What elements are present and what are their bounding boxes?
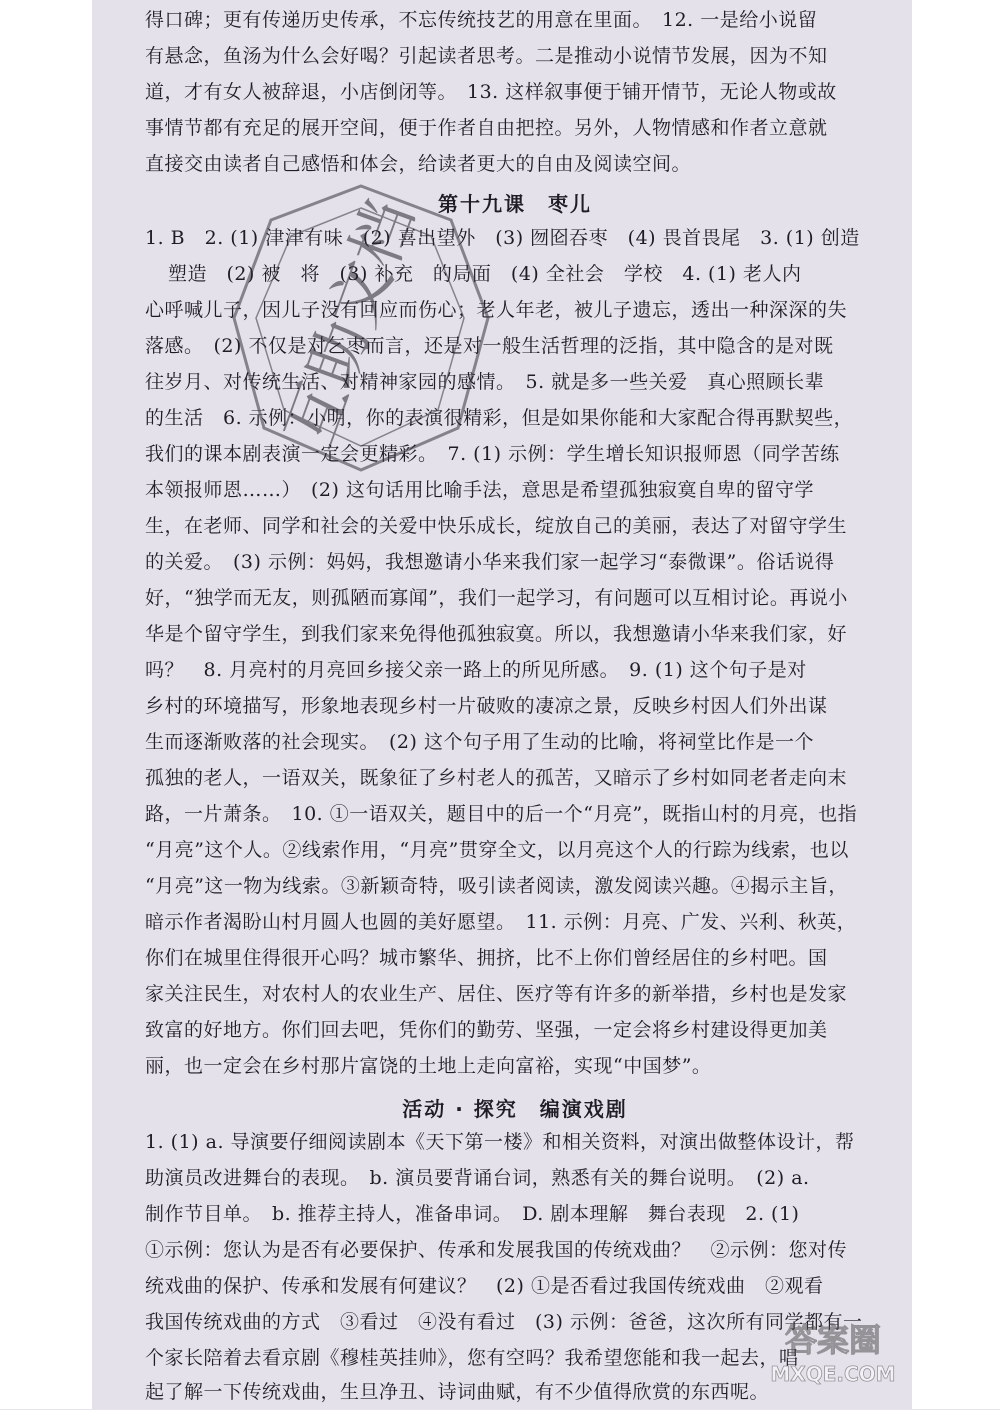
section-heading-activity: 活动 · 探究 编演戏剧	[402, 1097, 628, 1121]
text-line: 起了解一下传统戏曲，生旦净丑、诗词曲赋，有不少值得欣赏的东西呢。	[145, 1381, 770, 1403]
text-line: 个家长陪着去看京剧《穆桂英挂帅》，您有空吗？我希望您能和我一起去，唱	[145, 1347, 799, 1369]
text-line: 有悬念，鱼汤为什么会好喝？引起读者思考。二是推动小说情节发展，因为不知	[145, 45, 828, 67]
text-line: 助演员改进舞台的表现。 b. 演员要背诵台词，熟悉有关的舞台说明。 (2) a.	[145, 1167, 810, 1189]
text-line: 的关爱。 (3) 示例：妈妈，我想邀请小华来我们家一起学习“泰微课”。俗话说得	[145, 551, 835, 573]
text-line: 1. (1) a. 导演要仔细阅读剧本《天下第一楼》和相关资料，对演出做整体设计，帮	[145, 1131, 855, 1153]
text-line: 生而逐渐败落的社会现实。 (2) 这个句子用了生动的比喻，将祠堂比作是一个	[145, 731, 814, 753]
text-line: 本领报师恩……） (2) 这句话用比喻手法，意思是希望孤独寂寞自卑的留守学	[145, 479, 814, 501]
text-line: 路，一片萧条。 10. ①一语双关，题目中的后一个“月亮”，既指山村的月亮，也指	[145, 803, 858, 825]
text-line: 直接交由读者自己感悟和体会，给读者更大的自由及阅读空间。	[145, 153, 692, 175]
text-line: 丽，也一定会在乡村那片富饶的土地上走向富裕，实现“中国梦”。	[145, 1055, 712, 1077]
corner-watermark-logo-icon	[758, 1311, 908, 1391]
right-margin	[912, 0, 1000, 1409]
text-line: 乡村的环境描写，形象地表现乡村一片破败的凄凉之景，反映乡村因人们外出谋	[145, 695, 828, 717]
text-line: “月亮”这个人。②线索作用，“月亮”贯穿全文，以月亮这个人的行踪为线索，也以	[145, 839, 849, 861]
text-line: 暗示作者渴盼山村月圆人也圆的美好愿望。 11. 示例：月亮、广发、兴利、秋英，	[145, 911, 857, 933]
text-line: 落感。 (2) 不仅是对乞枣而言，还是对一般生活哲理的泛指，其中隐含的是对既	[145, 335, 834, 357]
text-line: 道，才有女人被辞退，小店倒闭等。 13. 这样叙事便于铺开情节，无论人物或故	[145, 81, 837, 103]
text-line: 得口碑；更有传递历史传承，不忘传统技艺的用意在里面。 12. 一是给小说留	[145, 9, 818, 31]
text-line: ①示例：您认为是否有必要保护、传承和发展我国的传统戏曲？ ②示例：您对传	[145, 1239, 848, 1261]
svg-text:MXQE.COM: MXQE.COM	[770, 1362, 896, 1386]
text-line: 事情节都有充足的展开空间，便于作者自由把控。另外，人物情感和作者立意就	[145, 117, 828, 139]
svg-text:答案圈: 答案圈	[784, 1321, 882, 1359]
text-line: 家关注民生，对农村人的农业生产、居住、医疗等有许多的新举措，乡村也是发家	[145, 983, 848, 1005]
text-line: 往岁月、对传统生活、对精神家园的感情。 5. 就是多一些关爱 真心照顾长辈	[145, 371, 825, 393]
text-line: 生，在老师、同学和社会的关爱中快乐成长，绽放自己的美丽，表达了对留守学生	[145, 515, 848, 537]
text-line: 吗？ 8. 月亮村的月亮回乡接父亲一路上的所见所感。 9. (1) 这个句子是对	[145, 659, 807, 681]
svg-text:互助文档: 互助文档	[272, 191, 430, 458]
text-line: 华是个留守学生，到我们家来免得他孤独寂寞。所以，我想邀请小华来我们家，好	[145, 623, 848, 645]
text-line: 我们的课本剧表演一定会更精彩。 7. (1) 示例：学生增长知识报师恩（同学苦练	[145, 443, 840, 465]
left-margin	[0, 0, 92, 1409]
text-line: 孤独的老人，一语双关，既象征了乡村老人的孤苦，又暗示了乡村如同老者走向末	[145, 767, 848, 789]
text-line: 心呼喊儿子，因儿子没有回应而伤心；老人年老，被儿子遗忘，透出一种深深的失	[145, 299, 848, 321]
text-line: 制作节目单。 b. 推荐主持人，准备串词。 D. 剧本理解 舞台表现 2. (1)	[145, 1203, 800, 1225]
text-line: 1. B 2. (1) 津津有味 (2) 喜出望外 (3) 囫囵吞枣 (4) 畏首畏尾 3. (1) 创造	[145, 227, 860, 249]
text-line: 好，“独学而无友，则孤陋而寡闻”，我们一起学习，有问题可以互相讨论。再说小	[145, 587, 848, 609]
text-line: 你们在城里住得很开心吗？城市繁华、拥挤，比不上你们曾经居住的乡村吧。国	[145, 947, 828, 969]
section-heading-lesson-19: 第十九课 枣儿	[438, 192, 592, 216]
text-line: 致富的好地方。你们回去吧，凭你们的勤劳、坚强，一定会将乡村建设得更加美	[145, 1019, 828, 1041]
text-line: 我国传统戏曲的方式 ③看过 ④没有看过 (3) 示例：爸爸，这次所有同学都有一	[145, 1311, 863, 1333]
text-line: 的生活 6. 示例：小明，你的表演很精彩，但是如果你能和大家配合得再默契些，	[145, 407, 854, 429]
text-line: “月亮”这一物为线索。③新颖奇特，吸引读者阅读，激发阅读兴趣。④揭示主旨，	[145, 875, 848, 897]
text-line: 统戏曲的保护、传承和发展有何建议？ (2) ①是否看过我国传统戏曲 ②观看	[145, 1275, 824, 1297]
text-line: 塑造 (2) 被 将 (3) 补充 的局面 (4) 全社会 学校 4. (1) 老人内	[168, 263, 802, 285]
